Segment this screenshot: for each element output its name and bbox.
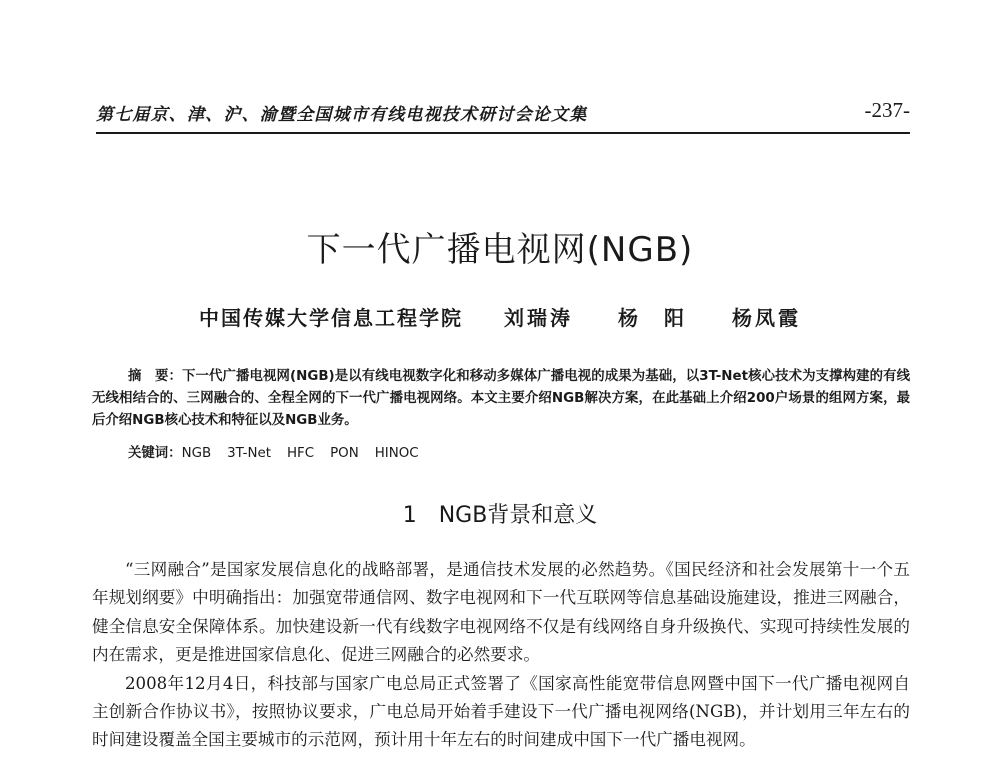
keyword: 3T-Net <box>227 446 271 461</box>
running-title: 第七届京、津、沪、渝暨全国城市有线电视技术研讨会论文集 <box>96 105 588 125</box>
body-paragraph: 2008年12月4日，科技部与国家广电总局正式签署了《国家高性能宽带信息网暨中国下一代广播电视网自主创新合作协议书》，按照协议要求，广电总局开始着手建设下一代广播电视网络(NGB)，并计划用三年左右的时间建设覆盖全国主要城市的示范网，预计用十年左右的时间建成中国下一代广播电视网。 <box>92 673 910 750</box>
keyword: HFC <box>286 446 315 461</box>
paper-title: 下一代广播电视网(NGB) <box>306 230 694 270</box>
page-number: -237- <box>864 98 910 122</box>
abstract <box>92 366 910 432</box>
body-text <box>92 556 910 755</box>
author-name: 杨 阳 <box>617 306 687 330</box>
abstract-text: 摘 要：下一代广播电视网(NGB)是以有线电视数字化和移动多媒体广播电视的成果为基础，以3T-Net核心技术为支撑构建的有线无线相结合的、三网融合的、全程全网的下一代广播电视网络。本文主要介绍NGB解决方案，在此基础上介绍200户场景的组网方案，最后介绍NGB核心技术和特征以及NGB业务。 <box>92 369 910 428</box>
running-header <box>96 94 910 130</box>
author-name: 杨凤霞 <box>731 306 801 330</box>
body-paragraph: “三网融合”是国家发展信息化的战略部署，是通信技术发展的必然趋势。《国民经济和社会发展第十一个五年规划纲要》中明确指出：加强宽带通信网、数字电视网和下一代互联网等信息基础设施建设，推进三网融合，健全信息安全保障体系。加快建设新一代有线数字电视网络不仅是有线网络自身升级换代、实现可持续性发展的内在需求，更是推进国家信息化、促进三网融合的必然要求。 <box>92 560 910 665</box>
author-line <box>0 302 1000 331</box>
header-rule <box>96 132 910 134</box>
section-title: NGB背景和意义 <box>438 503 598 528</box>
section-number: 1 <box>402 503 417 528</box>
keyword: PON <box>330 446 359 461</box>
keywords <box>128 442 419 461</box>
section-heading <box>0 498 1000 529</box>
affiliation: 中国传媒大学信息工程学院 <box>199 306 464 330</box>
keywords-label: 关键词： <box>128 446 182 461</box>
keyword: HINOC <box>374 446 419 461</box>
author-name: 刘瑞涛 <box>504 306 574 330</box>
keyword: NGB <box>181 446 212 461</box>
